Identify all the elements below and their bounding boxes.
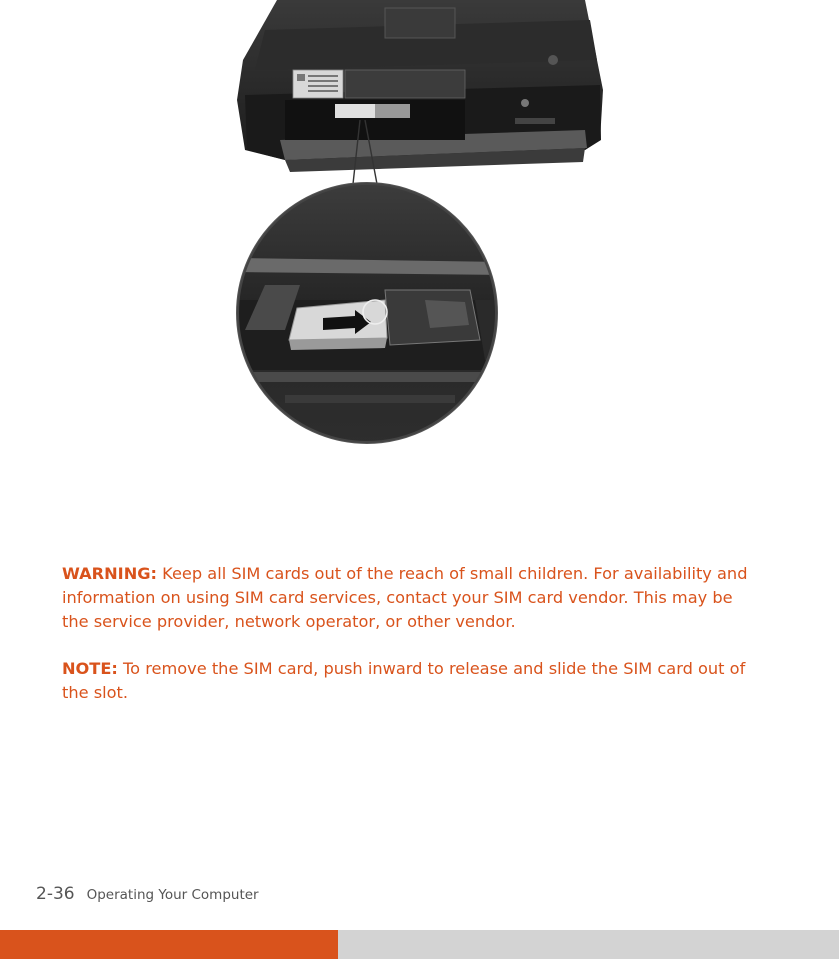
- page-number: 2-36: [36, 884, 75, 904]
- sim-slot-figure: [225, 0, 615, 450]
- footer-bar-accent: [0, 930, 338, 959]
- laptop-body: [237, 0, 603, 172]
- note-text: To remove the SIM card, push inward to release and slide the SIM card out of the slot.: [62, 659, 746, 702]
- notes-section: [62, 562, 762, 705]
- warning-paragraph: [62, 562, 762, 634]
- note-paragraph: [62, 657, 762, 705]
- footer-bar: [0, 930, 839, 959]
- warning-text: Keep all SIM cards out of the reach of small children. For availability and information on using SIM card services, contact your SIM card vendor. This may be the service provider, network operator, or other vendor.: [62, 564, 748, 631]
- laptop-sim-slot-illustration: [225, 0, 615, 450]
- footer-bar-gray: [338, 930, 839, 959]
- section-name: Operating Your Computer: [86, 887, 259, 903]
- magnified-view: [235, 180, 505, 450]
- page-footer: [36, 884, 259, 904]
- note-label: NOTE:: [62, 659, 118, 678]
- warning-label: WARNING:: [62, 564, 157, 583]
